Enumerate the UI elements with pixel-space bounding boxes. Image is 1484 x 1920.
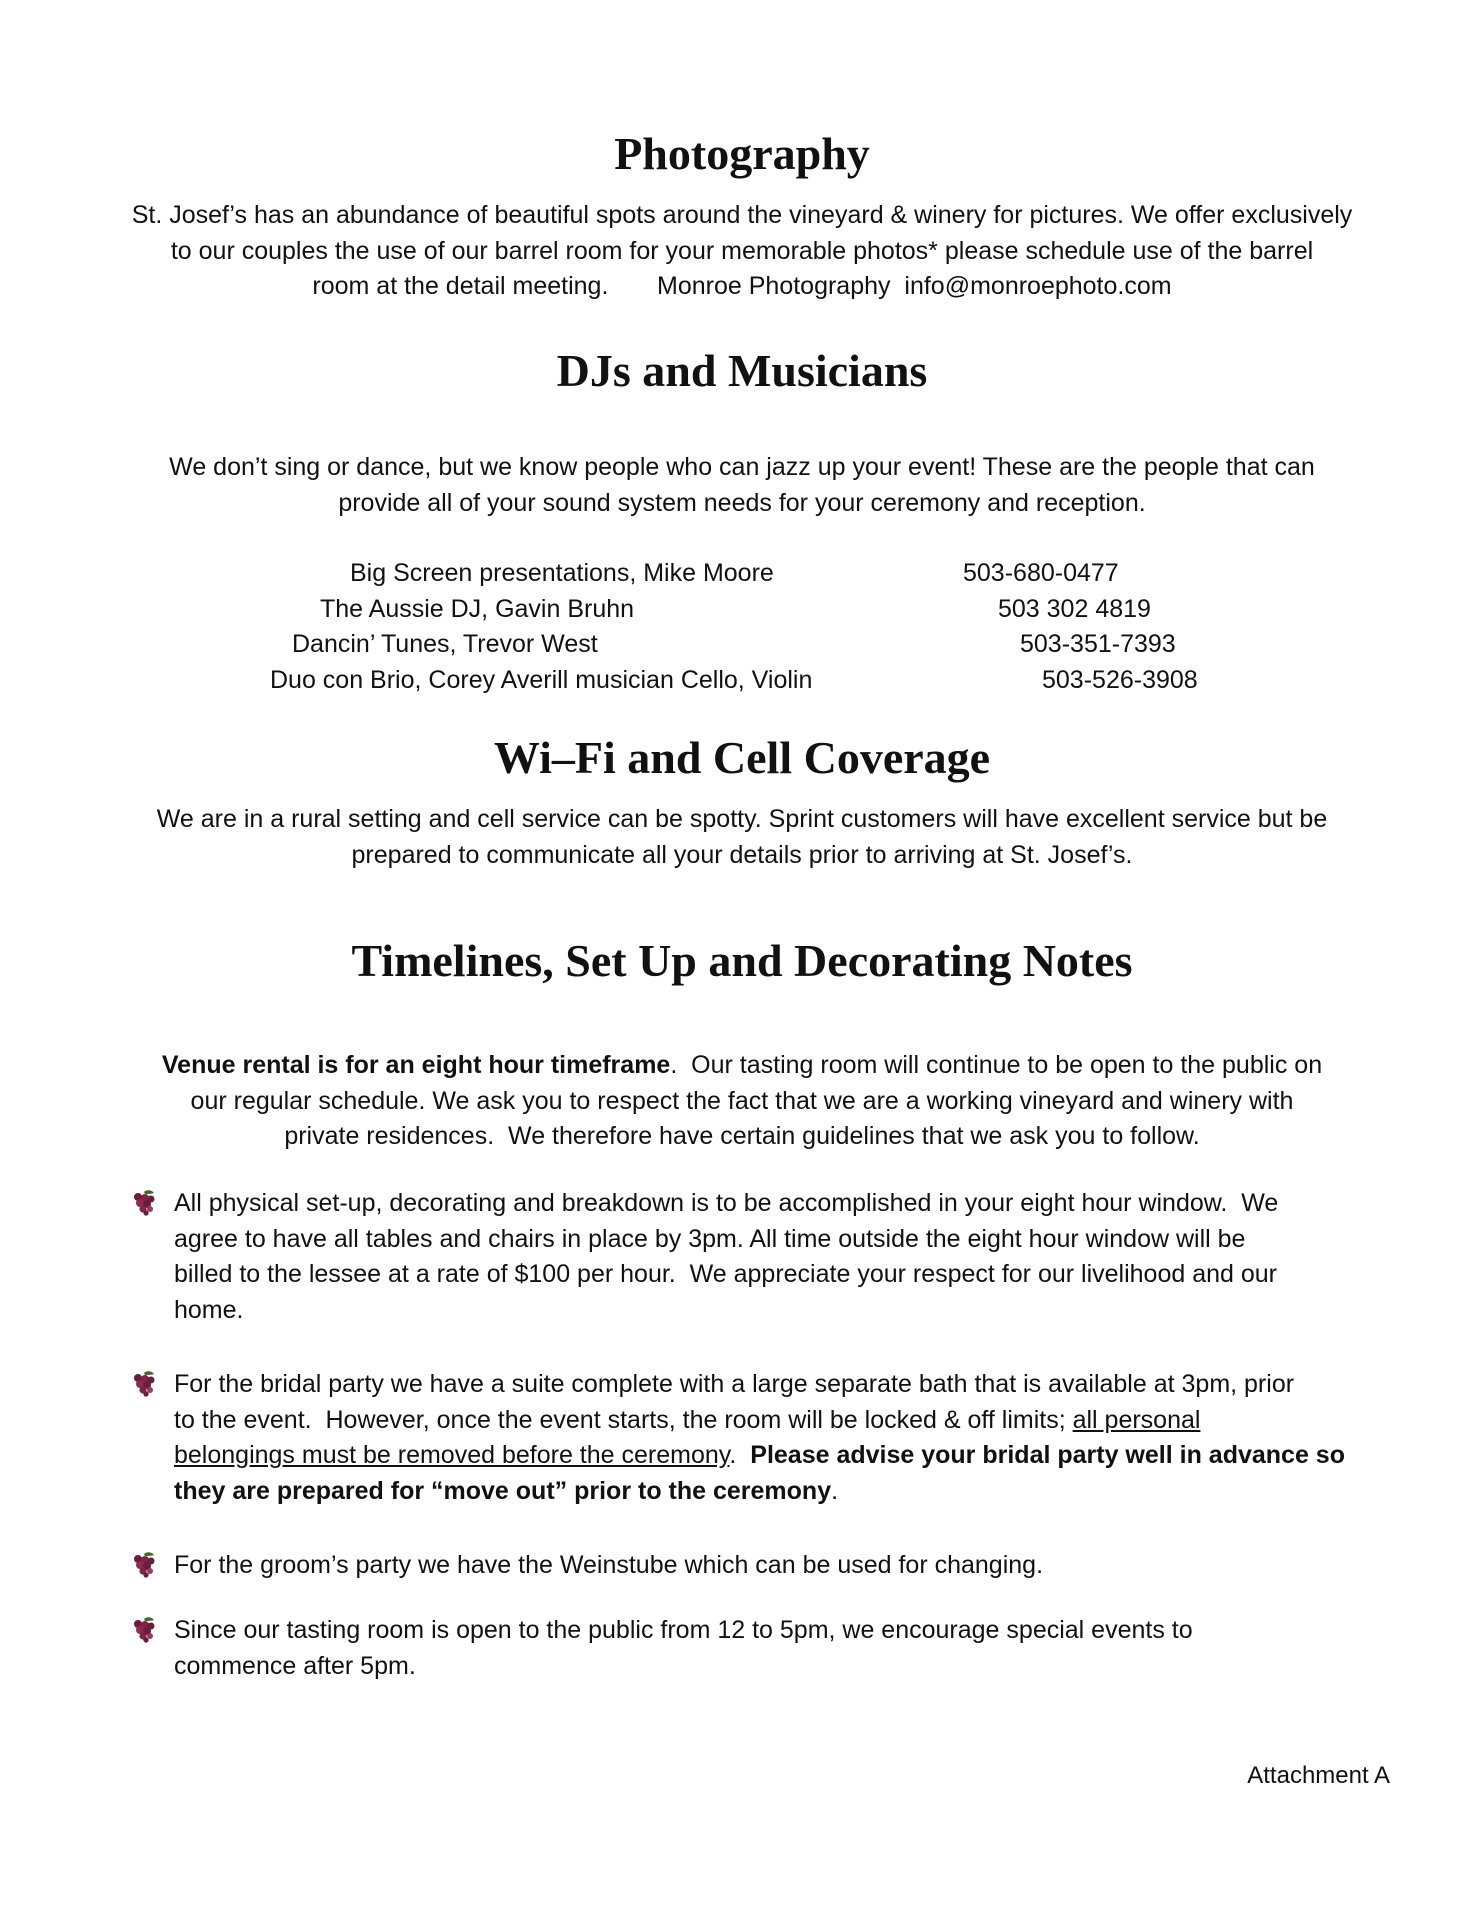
guideline-1-line-2: agree to have all tables and chairs in place by 3pm. All time outside the eight hour window will be: [174, 1224, 1246, 1253]
timelines-intro-bold: Venue rental is for an eight hour timeframe: [161, 1051, 671, 1079]
djs-line-1: We don’t sing or dance, but we know people who can jazz up your event! These are the people that can: [169, 453, 1315, 481]
guideline-2-line-2: [174, 1403, 1404, 1439]
guideline-2-line-3-bold: Please advise your bridal party well in advance so: [750, 1441, 1345, 1469]
wifi-line-1: We are in a rural setting and cell service can be spotty. Sprint customers will have excellent service but be: [156, 805, 1328, 833]
contact-row: [0, 627, 1484, 663]
contact-row: [0, 592, 1484, 628]
guideline-2-line-3-plain: .: [729, 1441, 751, 1469]
timelines-intro-line-2: our regular schedule. We ask you to respect the fact that we are a working vineyard and winery with: [190, 1086, 1294, 1115]
photography-paragraph: [60, 198, 1424, 305]
contact-phone: 503 302 4819: [998, 594, 1151, 623]
guideline-1-line-1: All physical set-up, decorating and breakdown is to be accomplished in your eight hour window. We: [174, 1189, 1279, 1217]
dj-contact-list: [0, 556, 1484, 698]
grape-cluster-icon: [130, 1188, 158, 1216]
contact-name: Duo con Brio, Corey Averill musician Cello, Violin: [270, 665, 813, 694]
guideline-3-line-1: For the groom’s party we have the Weinstube which can be used for changing.: [174, 1551, 1044, 1579]
guideline-text-3: [174, 1548, 1404, 1584]
guideline-text-2: [174, 1367, 1404, 1509]
contact-name: Big Screen presentations, Mike Moore: [350, 559, 774, 587]
guideline-2-line-1: For the bridal party we have a suite complete with a large separate bath that is available at 3pm, prior: [174, 1370, 1295, 1398]
photography-line-2: to our couples the use of our barrel room for your memorable photos* please schedule use of the barrel: [170, 236, 1314, 265]
guideline-1-line-4: home.: [174, 1295, 244, 1324]
guideline-2-line-3-underlined: belongings must be removed before the ceremony: [174, 1441, 730, 1469]
photography-line-3: room at the detail meeting. Monroe Photography info@monroephoto.com: [312, 272, 1172, 300]
contact-row: [0, 663, 1484, 699]
guideline-4-line-1: Since our tasting room is open to the public from 12 to 5pm, we encourage special events to: [174, 1616, 1193, 1644]
contact-row: [0, 556, 1484, 592]
wifi-paragraph: [60, 802, 1424, 873]
timelines-intro-line-1: [90, 1048, 1394, 1084]
wifi-heading: Wi–Fi and Cell Coverage: [493, 732, 991, 783]
djs-paragraph: [60, 450, 1424, 521]
contact-phone: 503-351-7393: [1020, 630, 1176, 658]
timelines-intro-rest: . Our tasting room will continue to be open to the public on: [670, 1051, 1323, 1079]
grape-cluster-icon: [130, 1615, 158, 1643]
guideline-2-line-2-underlined: all personal: [1072, 1405, 1201, 1434]
djs-line-2: provide all of your sound system needs for your ceremony and reception.: [338, 488, 1146, 517]
guideline-text-1: [174, 1186, 1404, 1328]
timelines-intro-line-3: private residences. We therefore have certain guidelines that we ask you to follow.: [284, 1122, 1200, 1150]
photography-line-1: St. Josef’s has an abundance of beautiful spots around the vineyard & winery for pictures. We offer exclusively: [131, 201, 1353, 229]
grape-cluster-icon: [130, 1369, 158, 1397]
contact-phone: 503-680-0477: [963, 559, 1119, 587]
guideline-2-line-2-plain: to the event. However, once the event starts, the room will be locked & off limits;: [174, 1405, 1073, 1434]
guideline-4-line-2: commence after 5pm.: [174, 1651, 416, 1680]
grape-cluster-icon: [130, 1550, 158, 1578]
guideline-2-line-4-end: .: [831, 1476, 839, 1505]
djs-heading: DJs and Musicians: [556, 345, 928, 396]
guideline-2-line-3: [174, 1438, 1404, 1474]
contact-phone: 503-526-3908: [1042, 665, 1198, 694]
guideline-2-line-4-bold: they are prepared for “move out” prior to the ceremony: [174, 1476, 832, 1505]
contact-name: The Aussie DJ, Gavin Bruhn: [320, 594, 635, 623]
timelines-heading: Timelines, Set Up and Decorating Notes: [351, 935, 1133, 986]
attachment-label: Attachment A: [1247, 1762, 1390, 1789]
contact-name: Dancin’ Tunes, Trevor West: [292, 630, 598, 658]
guideline-2-line-4: [174, 1474, 1404, 1510]
photography-heading: Photography: [614, 128, 870, 179]
wifi-line-2: prepared to communicate all your details prior to arriving at St. Josef’s.: [351, 840, 1133, 869]
timelines-intro: [90, 1048, 1394, 1155]
guideline-1-line-3: billed to the lessee at a rate of $100 per hour. We appreciate your respect for our livelihood and our: [174, 1260, 1277, 1288]
guideline-text-4: [174, 1613, 1404, 1684]
